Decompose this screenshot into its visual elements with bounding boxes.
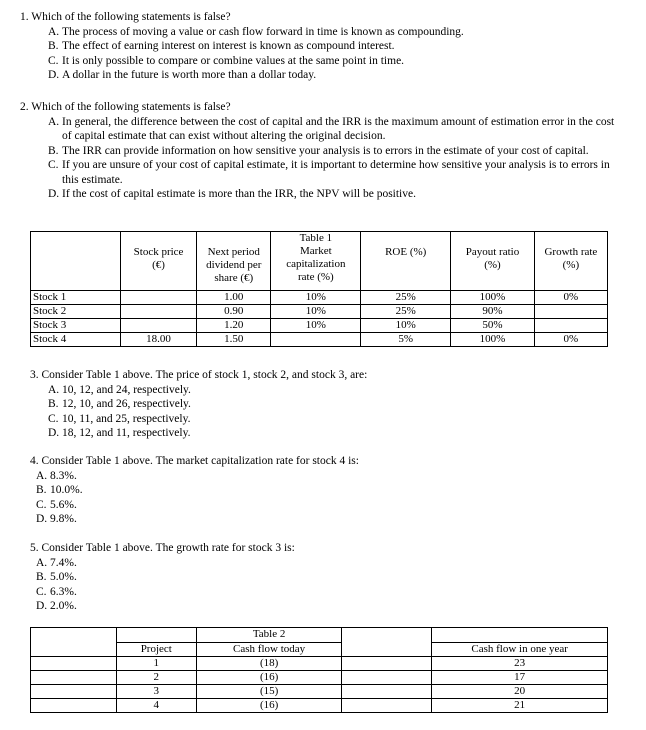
option-4b: B. 10.0%.: [36, 484, 83, 496]
option-3d: D. 18, 12, and 11, respectively.: [48, 427, 191, 439]
col-header-stock-price: Stock price (€): [120, 232, 196, 291]
table-row: 4 (16) 21: [31, 699, 608, 713]
option-5b: B. 5.0%.: [36, 571, 77, 583]
question-2-stem: 2. Which of the following statements is false?: [20, 101, 231, 113]
option-4d: D. 9.8%.: [36, 513, 77, 525]
table-row: Stock 4 18.00 1.50 5% 100% 0%: [31, 333, 608, 347]
option-1c: C. It is only possible to compare or combine values at the same point in time.: [48, 54, 405, 67]
option-4c: C. 5.6%.: [36, 498, 77, 511]
table-2-title: Table 2: [196, 628, 342, 643]
question-3-stem: 3. Consider Table 1 above. The price of stock 1, stock 2, and stock 3, are:: [30, 369, 368, 381]
col-header-cash-today: Cash flow today: [196, 643, 342, 657]
option-5a: A. 7.4%.: [36, 556, 77, 569]
table-row: 2 (16) 17: [31, 671, 608, 685]
question-4: [30, 454, 359, 527]
col-header-growth: Growth rate (%): [534, 232, 607, 291]
option-3a: A. 10, 12, and 24, respectively.: [48, 383, 191, 396]
table-row: Stock 1 1.00 10% 25% 100% 0%: [31, 291, 608, 305]
option-5c: C. 6.3%.: [36, 585, 77, 598]
question-3: [30, 368, 367, 441]
question-1-stem: 1. Which of the following statements is false?: [20, 11, 231, 23]
col-header-payout: Payout ratio (%): [451, 232, 535, 291]
option-5d: D. 2.0%.: [36, 600, 77, 612]
option-1b: B. The effect of earning interest on interest is known as compound interest.: [48, 40, 395, 52]
table-row: 3 (15) 20: [31, 685, 608, 699]
table-row: Stock 3 1.20 10% 10% 50%: [31, 319, 608, 333]
option-1d: D. A dollar in the future is worth more than a dollar today.: [48, 69, 317, 81]
table-2-header-row: [31, 643, 608, 657]
col-header-roe: ROE (%): [361, 232, 451, 291]
option-2a: A. In general, the difference between the cost of capital and the IRR is the maximum amount of estimation error in the cost of capital estimate that can exist without altering the original decision.: [48, 115, 615, 142]
col-header-market-cap-rate: Table 1 Market capitalization rate (%): [271, 232, 361, 291]
col-header-cash-year: Cash flow in one year: [432, 643, 608, 657]
question-1: [20, 10, 464, 83]
table-1-corner: [31, 232, 121, 291]
option-2c: C. If you are unsure of your cost of capital estimate, it is important to determine how sensitive your analysis is to errors in this estimate.: [48, 159, 610, 186]
col-header-dividend: Next period dividend per share (€): [197, 232, 271, 291]
table-row: Stock 2 0.90 10% 25% 90%: [31, 305, 608, 319]
option-3b: B. 12, 10, and 26, respectively.: [48, 398, 191, 410]
question-5-stem: 5. Consider Table 1 above. The growth rate for stock 3 is:: [30, 542, 295, 554]
question-5: [30, 541, 295, 614]
option-4a: A. 8.3%.: [36, 469, 77, 482]
table-row: 1 (18) 23: [31, 657, 608, 671]
table-1-title: Table 1: [299, 232, 333, 244]
col-header-project: Project: [116, 643, 196, 657]
table-1: [30, 231, 608, 347]
option-3c: C. 10, 11, and 25, respectively.: [48, 412, 191, 425]
table-2: [30, 627, 608, 713]
option-1a: A. The process of moving a value or cash flow forward in time is known as compounding.: [48, 25, 464, 38]
question-4-stem: 4. Consider Table 1 above. The market capitalization rate for stock 4 is:: [30, 455, 359, 467]
option-2b: B. The IRR can provide information on how sensitive your analysis is to errors in the estimate of your cost of capital.: [48, 144, 589, 157]
question-2: [20, 100, 622, 202]
option-2d: D. If the cost of capital estimate is more than the IRR, the NPV will be positive.: [48, 188, 416, 200]
